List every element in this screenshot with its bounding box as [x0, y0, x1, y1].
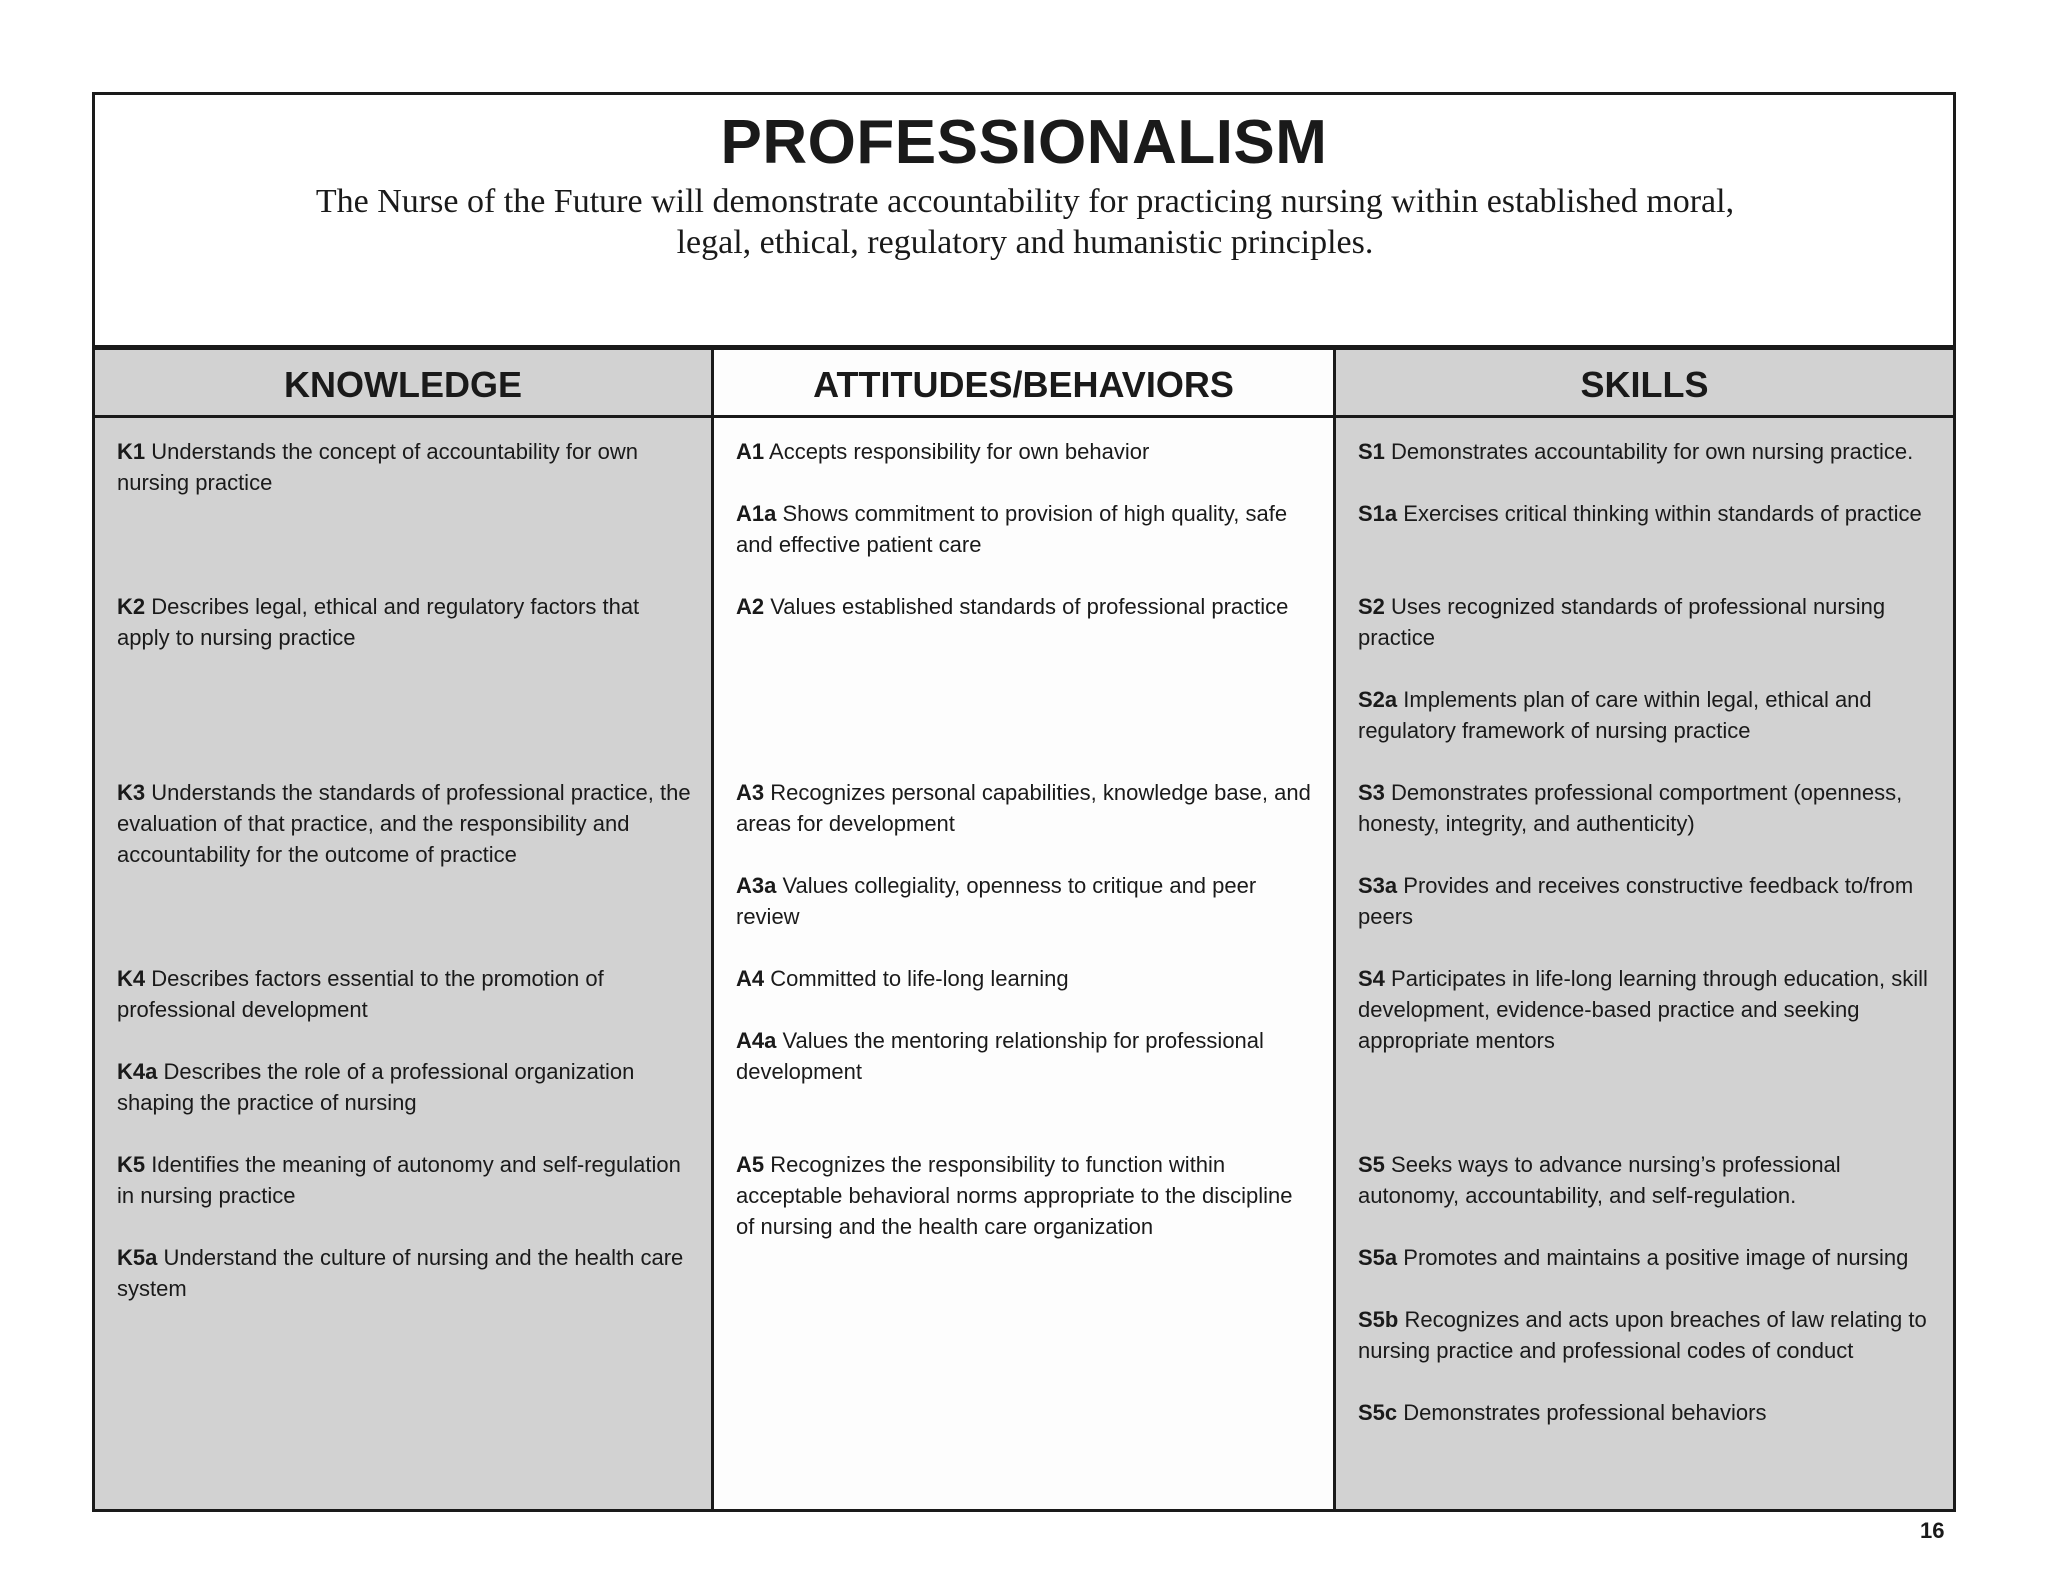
item-text: Recognizes personal capabilities, knowledge base, and areas for development	[736, 780, 1311, 836]
item-code: K3	[117, 780, 146, 805]
item-code: K4	[117, 966, 146, 991]
item-code: S1a	[1358, 501, 1398, 526]
item-text: Uses recognized standards of professional nursing practice	[1358, 594, 1886, 650]
item-text: Committed to life-long learning	[770, 966, 1069, 991]
item-code: S2a	[1358, 687, 1398, 712]
item-text: Understands the standards of professional practice, the evaluation of that practice, and the responsibility and accountability for the outcome of practice	[117, 780, 691, 867]
item-code: S5b	[1358, 1307, 1399, 1332]
attitudes-item	[736, 591, 1316, 622]
item-text: Identifies the meaning of autonomy and self-regulation in nursing practice	[117, 1152, 681, 1208]
item-code: S5	[1358, 1152, 1385, 1177]
knowledge-item	[117, 1056, 697, 1118]
item-code: S5c	[1358, 1400, 1398, 1425]
knowledge-column	[95, 350, 714, 1509]
page-subtitle: The Nurse of the Future will demonstrate accountability for practicing nursing within established moral, legal, ethical, regulatory and humanistic principles.	[315, 183, 1735, 261]
knowledge-item	[117, 963, 697, 1025]
item-text: Exercises critical thinking within standards of practice	[1403, 501, 1922, 526]
skills-item	[1358, 591, 1938, 653]
knowledge-item	[117, 1242, 697, 1304]
attitudes-heading: ATTITUDES/BEHAVIORS	[714, 350, 1333, 418]
columns-container	[95, 350, 1953, 1509]
page-number: 16	[1920, 1518, 1945, 1543]
item-text: Understands the concept of accountability for own nursing practice	[117, 439, 638, 495]
item-text: Describes legal, ethical and regulatory factors that apply to nursing practice	[117, 594, 640, 650]
skills-column	[1336, 350, 1953, 1509]
attitudes-item	[736, 777, 1316, 839]
item-text: Recognizes and acts upon breaches of law relating to nursing practice and professional codes of conduct	[1358, 1307, 1927, 1363]
item-code: S2	[1358, 594, 1385, 619]
attitudes-item	[736, 963, 1316, 994]
item-code: A1a	[736, 501, 777, 526]
item-text: Values established standards of professional practice	[770, 594, 1289, 619]
item-text: Describes the role of a professional organization shaping the practice of nursing	[117, 1059, 635, 1115]
item-code: K5	[117, 1152, 146, 1177]
item-text: Implements plan of care within legal, ethical and regulatory framework of nursing practice	[1358, 687, 1872, 743]
item-text: Values collegiality, openness to critique and peer review	[736, 873, 1257, 929]
item-text: Provides and receives constructive feedback to/from peers	[1358, 873, 1914, 929]
item-text: Understand the culture of nursing and the health care system	[117, 1245, 684, 1301]
item-code: A3	[736, 780, 765, 805]
item-text: Accepts responsibility for own behavior	[769, 439, 1150, 464]
skills-item	[1358, 870, 1938, 932]
knowledge-item	[117, 777, 697, 870]
item-code: S3	[1358, 780, 1385, 805]
attitudes-item	[736, 436, 1316, 467]
attitudes-column	[714, 350, 1336, 1509]
attitudes-item	[736, 1149, 1316, 1242]
skills-item	[1358, 436, 1938, 467]
item-code: S1	[1358, 439, 1385, 464]
item-code: A4a	[736, 1028, 777, 1053]
item-code: S5a	[1358, 1245, 1398, 1270]
item-code: K4a	[117, 1059, 158, 1084]
page-title: PROFESSIONALISM	[720, 108, 1328, 177]
item-text: Demonstrates accountability for own nursing practice.	[1391, 439, 1914, 464]
skills-item	[1358, 777, 1938, 839]
knowledge-heading: KNOWLEDGE	[95, 350, 711, 418]
item-code: K1	[117, 439, 146, 464]
skills-item	[1358, 1397, 1938, 1428]
item-code: S4	[1358, 966, 1385, 991]
knowledge-item	[117, 436, 697, 498]
attitudes-item	[736, 498, 1316, 560]
item-code: K5a	[117, 1245, 158, 1270]
competency-table	[92, 92, 1956, 1512]
item-text: Shows commitment to provision of high quality, safe and effective patient care	[736, 501, 1288, 557]
item-code: A4	[736, 966, 765, 991]
attitudes-item	[736, 1025, 1316, 1087]
item-text: Promotes and maintains a positive image of nursing	[1403, 1245, 1909, 1270]
skills-item	[1358, 1304, 1938, 1366]
attitudes-item	[736, 870, 1316, 932]
item-text: Recognizes the responsibility to function within acceptable behavioral norms appropriate to the discipline of nursing and the health care organization	[736, 1152, 1293, 1239]
knowledge-item	[117, 591, 697, 653]
item-code: A5	[736, 1152, 765, 1177]
item-code: S3a	[1358, 873, 1398, 898]
item-text: Participates in life-long learning through education, skill development, evidence-based practice and seeking appropriate mentors	[1358, 966, 1928, 1053]
item-text: Values the mentoring relationship for professional development	[736, 1028, 1264, 1084]
skills-item	[1358, 498, 1938, 529]
item-text: Describes factors essential to the promotion of professional development	[117, 966, 604, 1022]
title-section	[95, 95, 1953, 345]
item-code: A2	[736, 594, 765, 619]
skills-item	[1358, 684, 1938, 746]
item-code: K2	[117, 594, 146, 619]
item-code: A3a	[736, 873, 777, 898]
knowledge-item	[117, 1149, 697, 1211]
item-text: Demonstrates professional comportment (openness, honesty, integrity, and authenticity)	[1358, 780, 1903, 836]
item-text: Demonstrates professional behaviors	[1403, 1400, 1767, 1425]
skills-item	[1358, 1242, 1938, 1273]
item-text: Seeks ways to advance nursing’s professional autonomy, accountability, and self-regulation.	[1358, 1152, 1841, 1208]
skills-item	[1358, 1149, 1938, 1211]
item-code: A1	[736, 439, 765, 464]
skills-heading: SKILLS	[1336, 350, 1953, 418]
skills-item	[1358, 963, 1938, 1056]
